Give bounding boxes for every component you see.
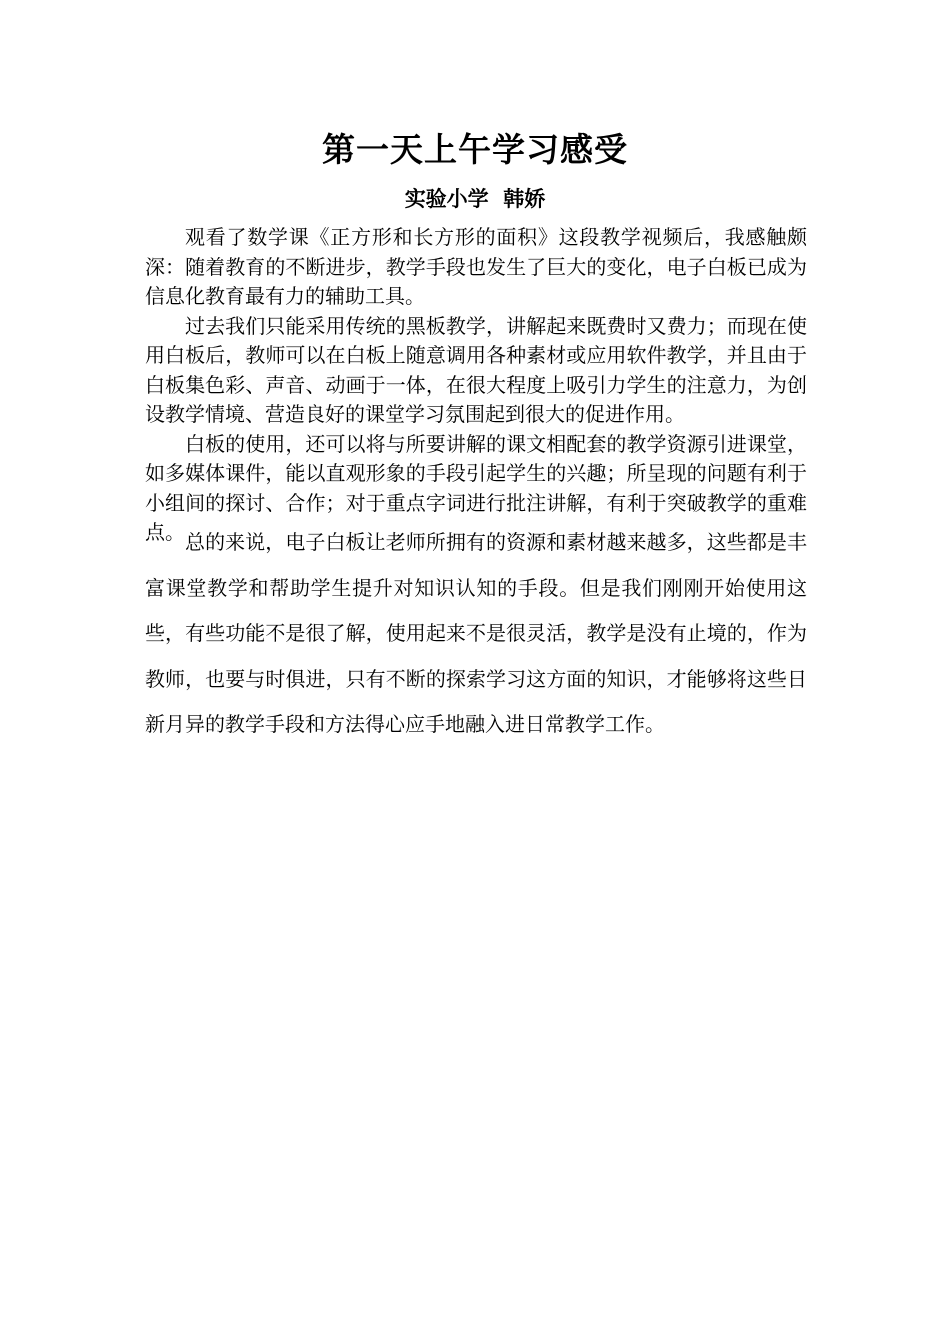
- body-text-block-wide-spacing: [145, 520, 807, 748]
- document-title: 第一天上午学习感受: [322, 130, 628, 169]
- paragraph-1: 观看了数学课《正方形和长方形的面积》这段教学视频后，我感触颇深：随着教育的不断进步，教学手段也发生了巨大的变化，电子白板已成为信息化教育最有力的辅助工具。: [145, 225, 807, 308]
- paragraph-2: 过去我们只能采用传统的黑板教学，讲解起来既费时又费力；而现在使用白板后，教师可以在白板上随意调用各种素材或应用软件教学，并且由于白板集色彩、声音、动画于一体，在很大程度上吸引力学生的注意力，为创设教学情境、营造良好的课堂学习氛围起到很大的促进作用。: [145, 313, 807, 426]
- paragraph-4: 总的来说，电子白板让老师所拥有的资源和素材越来越多，这些都是丰富课堂教学和帮助学生提升对知识认知的手段。但是我们刚刚开始使用这些，有些功能不是很了解，使用起来不是很灵活，教学是没有止境的，作为教师，也要与时俱进，只有不断的探索学习这方面的知识，才能够将这些日新月异的教学手段和方法得心应手地融入进日常教学工作。: [145, 530, 807, 736]
- body-text-block: [145, 223, 807, 548]
- paragraph-3: 白板的使用，还可以将与所要讲解的课文相配套的教学资源引进课堂，如多媒体课件，能以直观形象的手段引起学生的兴趣；所呈现的问题有利于小组间的探讨、合作；对于重点字词进行批注讲解，有利于突破教学的重难点。: [145, 431, 807, 544]
- document-byline: 实验小学 韩娇: [404, 187, 546, 211]
